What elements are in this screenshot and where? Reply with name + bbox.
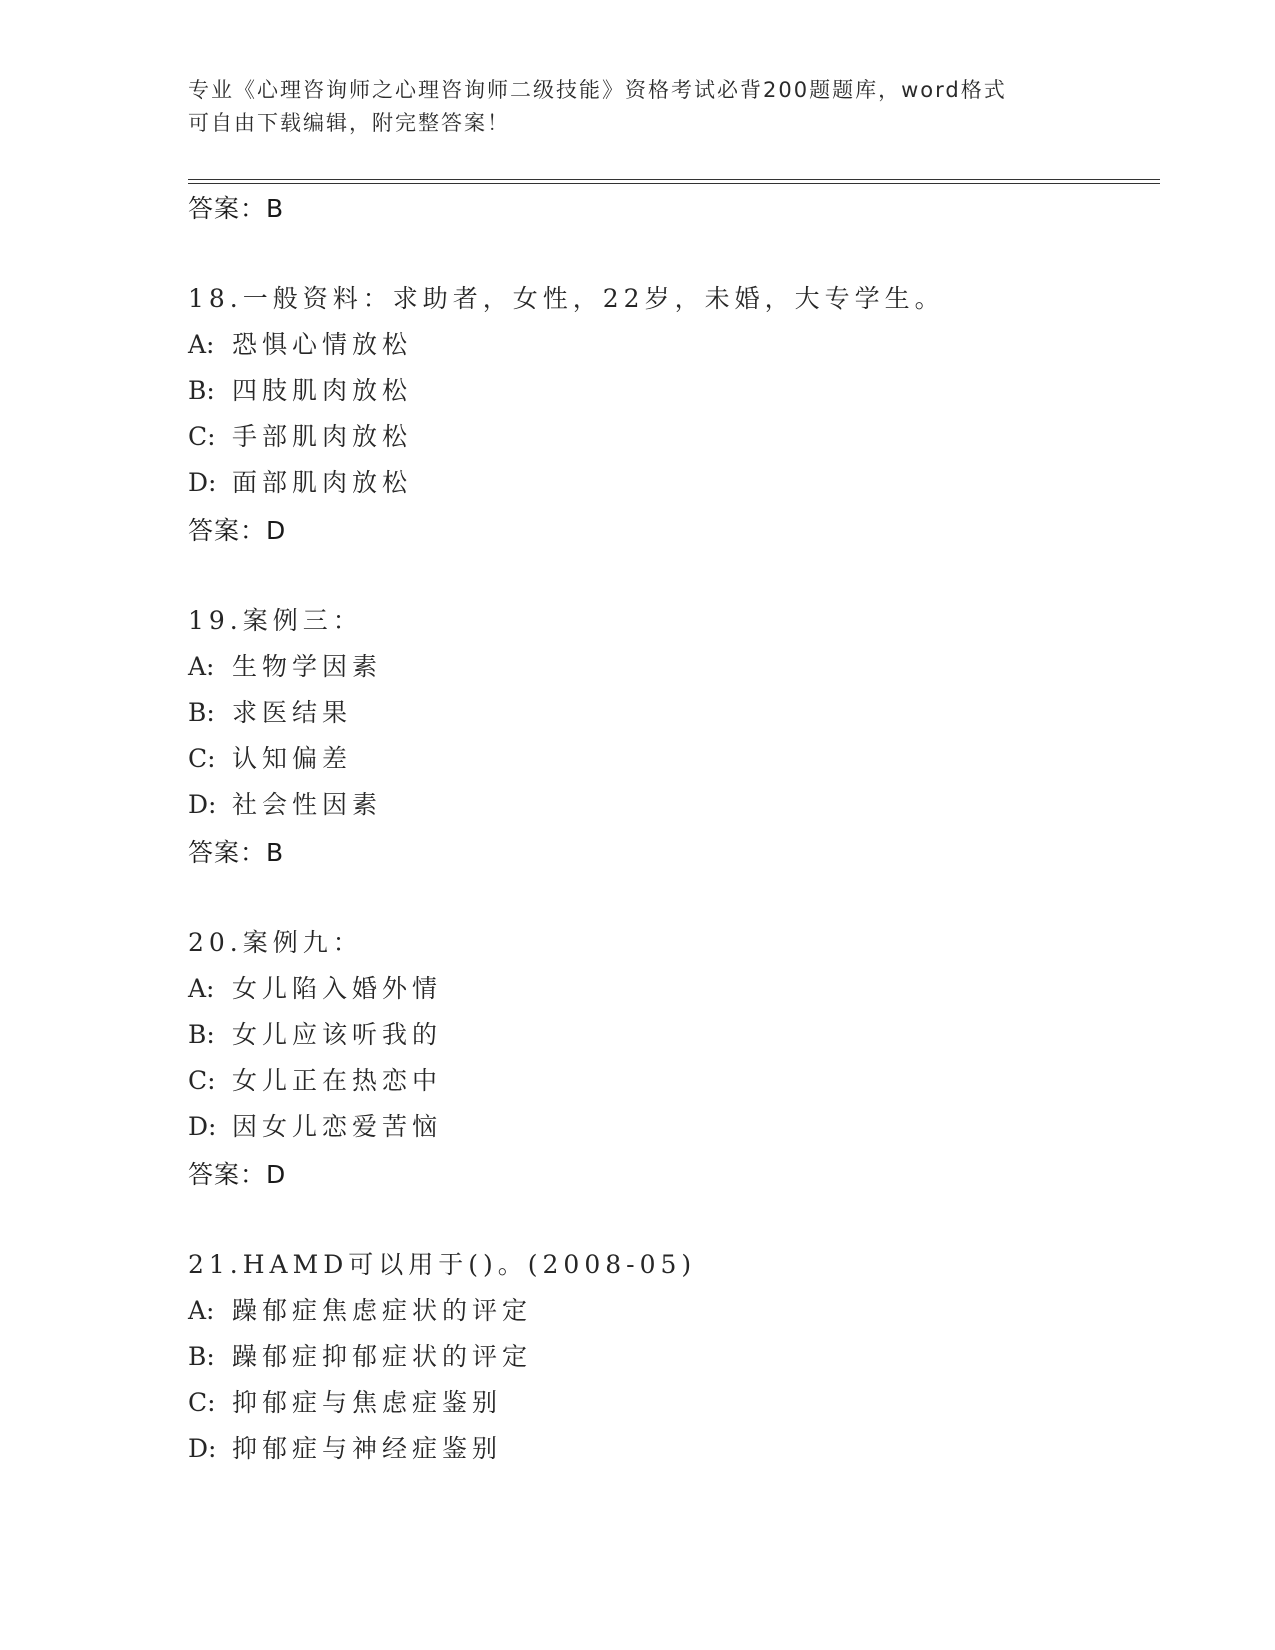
question-18 xyxy=(188,276,1148,506)
option-d xyxy=(188,1426,1148,1472)
option-text: 女儿正在热恋中 xyxy=(232,1066,443,1095)
option-c xyxy=(188,414,1148,460)
answer-18: 答案：D xyxy=(188,516,287,545)
option-a xyxy=(188,322,1148,368)
header-divider-top xyxy=(188,179,1160,180)
option-letter: A: xyxy=(188,330,215,359)
option-letter: A: xyxy=(188,974,215,1003)
question-20 xyxy=(188,920,1148,1150)
option-letter: C: xyxy=(188,744,216,773)
option-letter: A: xyxy=(188,652,215,681)
option-a xyxy=(188,1288,1148,1334)
option-c xyxy=(188,1058,1148,1104)
option-letter: B: xyxy=(188,1020,215,1049)
option-letter: B: xyxy=(188,698,215,727)
option-letter: D: xyxy=(188,790,217,819)
answer-19: 答案：B xyxy=(188,838,285,867)
answer-20: 答案：D xyxy=(188,1160,287,1189)
option-c xyxy=(188,736,1148,782)
option-letter: B: xyxy=(188,376,215,405)
option-text: 女儿应该听我的 xyxy=(232,1020,443,1049)
option-text: 抑郁症与神经症鉴别 xyxy=(232,1434,503,1463)
answer-17: 答案：B xyxy=(188,194,285,223)
header-line-2: 可自由下载编辑，附完整答案！ xyxy=(188,111,510,135)
question-stem: 21.HAMD可以用于()。(2008-05) xyxy=(188,1250,697,1279)
option-letter: D: xyxy=(188,468,217,497)
option-d xyxy=(188,460,1148,506)
question-stem: 19.案例三： xyxy=(188,606,363,635)
option-text: 躁郁症焦虑症状的评定 xyxy=(232,1296,533,1325)
header-divider-bottom xyxy=(188,183,1160,184)
option-c xyxy=(188,1380,1148,1426)
option-letter: C: xyxy=(188,1388,216,1417)
option-letter: B: xyxy=(188,1342,215,1371)
question-19 xyxy=(188,598,1148,828)
option-letter: D: xyxy=(188,1112,217,1141)
question-21 xyxy=(188,1242,1148,1472)
option-text: 生物学因素 xyxy=(232,652,383,681)
option-text: 社会性因素 xyxy=(232,790,383,819)
option-letter: C: xyxy=(188,1066,216,1095)
option-letter: A: xyxy=(188,1296,215,1325)
option-b xyxy=(188,1334,1148,1380)
option-text: 女儿陷入婚外情 xyxy=(232,974,443,1003)
option-b xyxy=(188,1012,1148,1058)
option-a xyxy=(188,966,1148,1012)
question-stem: 18.一般资料：求助者，女性，22岁，未婚，大专学生。 xyxy=(188,284,945,313)
option-letter: C: xyxy=(188,422,216,451)
option-d xyxy=(188,782,1148,828)
option-text: 面部肌肉放松 xyxy=(232,468,413,497)
question-stem: 20.案例九： xyxy=(188,928,363,957)
option-text: 抑郁症与焦虑症鉴别 xyxy=(232,1388,503,1417)
option-b xyxy=(188,368,1148,414)
option-text: 因女儿恋爱苦恼 xyxy=(232,1112,443,1141)
option-b xyxy=(188,690,1148,736)
option-letter: D: xyxy=(188,1434,217,1463)
option-d xyxy=(188,1104,1148,1150)
option-text: 四肢肌肉放松 xyxy=(232,376,413,405)
option-text: 躁郁症抑郁症状的评定 xyxy=(232,1342,533,1371)
option-a xyxy=(188,644,1148,690)
option-text: 认知偏差 xyxy=(232,744,353,773)
option-text: 手部肌肉放松 xyxy=(232,422,413,451)
option-text: 求医结果 xyxy=(232,698,353,727)
document-header xyxy=(188,74,1088,140)
option-text: 恐惧心情放松 xyxy=(232,330,413,359)
header-line-1: 专业《心理咨询师之心理咨询师二级技能》资格考试必背200题题库，word格式 xyxy=(188,78,1007,102)
